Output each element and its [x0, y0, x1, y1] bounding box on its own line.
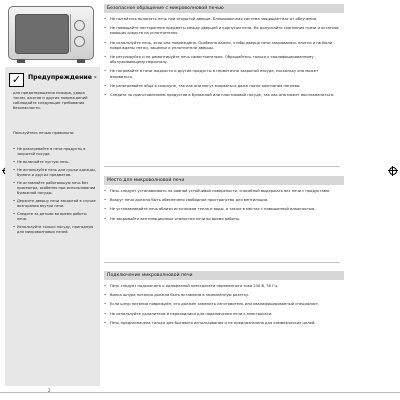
- section-list-safety: [104, 17, 340, 98]
- list-item: • Вокруг печи должно быть обеспечено свободное пространство для вентиляции.: [104, 198, 340, 203]
- warning-text: для предотвращения пожара, удара током, ожогов и других повреждений соблюдайте следующие требования безопасности.: [13, 91, 88, 111]
- warning-list-item: • Не используйте печь для сушки одежды, бумаги и других предметов.: [13, 168, 97, 178]
- oven-control-panel: [70, 14, 87, 52]
- list-item: • Печь следует устанавливать на ровной устойчивой поверхности, способной выдержать вес печи с продуктами.: [104, 189, 340, 194]
- warning-list-item: • Используйте только посуду, пригодную для микроволновых печей.: [13, 225, 97, 235]
- warning-list-item: • Не разогревайте в печи продукты в закрытой посуде.: [13, 147, 97, 157]
- list-item: • Если шнур питания повреждён, его должен заменить изготовитель или квалифицированный специалист.: [104, 302, 340, 307]
- warning-subtext: Пользуйтесь печью правильно:: [13, 131, 75, 135]
- section-list-location: [104, 189, 340, 222]
- list-item: • Не закрывайте вентиляционные отверстия печи во время работы.: [104, 217, 340, 222]
- list-item: • Не регулируйте и не ремонтируйте печь самостоятельно. Обращайтесь только к квалифицированному обслуживающему персоналу.: [104, 55, 340, 65]
- warning-list-item: • Не оставляйте работающую печь без присмотра, особенно при использовании бумажной посуды.: [13, 181, 97, 196]
- list-item: • Вилка шнура питания должна быть вставлена в заземлённую розетку.: [104, 293, 340, 298]
- warning-sidebar: [5, 67, 100, 386]
- list-item: • Следите за приготовлением продуктов в бумажной или пластиковой посуде, так как она может воспламениться.: [104, 93, 340, 98]
- section-list-connection: [104, 284, 340, 326]
- microwave-oven-illustration: [8, 6, 94, 60]
- section-divider: [104, 262, 340, 263]
- oven-foot: [17, 59, 25, 63]
- oven-knob-icon: [74, 36, 85, 47]
- section-heading-safety: Безопасное обращение с микроволновой печью: [104, 4, 344, 13]
- list-item: • Не используйте удлинители и переходники для подключения печи к электросети.: [104, 312, 340, 317]
- section-divider: [104, 166, 340, 167]
- warning-list-item: • Держите дверцу печи закрытой в случае возгорания внутри печи.: [13, 199, 97, 209]
- warning-list-item: • Не включайте пустую печь.: [13, 160, 97, 165]
- oven-foot: [77, 59, 85, 63]
- page-number: 2: [48, 388, 51, 393]
- list-item: • Не нагревайте в печи жидкости и другие продукты в герметично закрытой посуде, поскольку она может взорваться.: [104, 69, 340, 79]
- list-item: • Не устанавливайте печь вблизи источников тепла и воды, а также в местах с повышенной влажностью.: [104, 207, 340, 212]
- section-heading-location: Место для микроволновой печи: [104, 176, 344, 185]
- warning-list-item: • Следите за детьми во время работы печи.: [13, 212, 97, 222]
- list-item: • Печь предназначена только для бытового использования и не предназначена для коммерческих целей.: [104, 321, 340, 326]
- list-item: • Не разогревайте яйца в скорлупе, так как они могут взорваться даже после окончания нагрева.: [104, 84, 340, 89]
- list-item: • Не пытайтесь включать печь при открытой дверце. Блокировочная система защищает вас от облучения.: [104, 17, 340, 22]
- oven-door: [15, 14, 69, 54]
- registration-mark-right: [388, 166, 398, 176]
- oven-knob-icon: [74, 20, 85, 31]
- list-item: • Печь следует подключать к однофазной электросети переменного тока 230 В, 50 Гц.: [104, 284, 340, 289]
- section-heading-connection: Подключение микроволновой печи: [104, 271, 344, 280]
- list-item: • Не используйте печь, если она повреждена. Особенно важно, чтобы дверца печи закрывалась плотно и не были повреждены петли, защёлки и уплотнители дверцы.: [104, 41, 340, 51]
- check-icon: ✓: [9, 73, 24, 87]
- list-item: • Не помещайте посторонние предметы между дверцей и корпусом печи. Не допускайте скопления грязи и остатков моющих средств на уплотнителях.: [104, 26, 340, 36]
- warning-list: [13, 147, 97, 238]
- warning-title: Предупреждение -: [28, 74, 97, 81]
- trim-line: [0, 392, 400, 393]
